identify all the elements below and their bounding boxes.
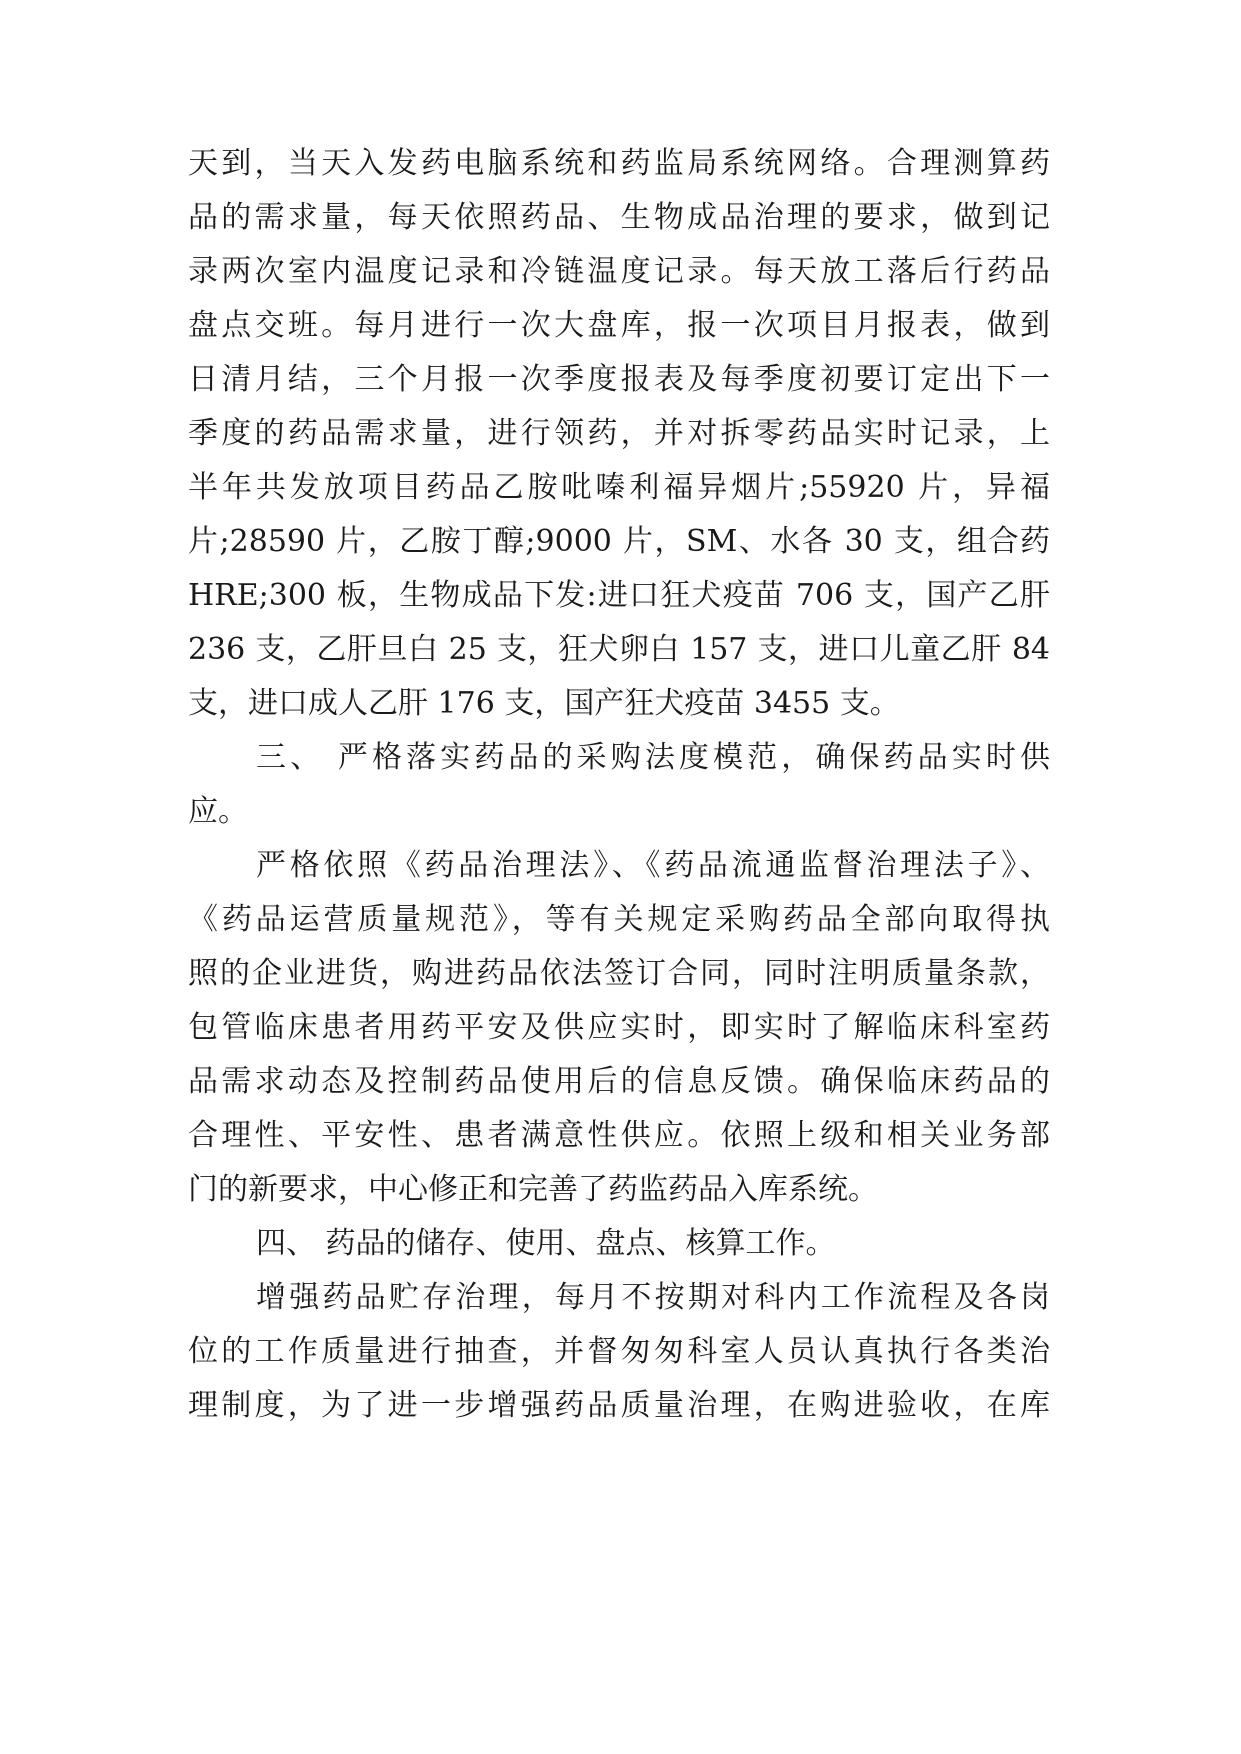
text-line: 日清月结，三个月报一次季度报表及每季度初要订定出下一 [188, 362, 1050, 397]
section-heading: 三、 严格落实药品的采购法度模范，确保药品实时供 [256, 740, 1050, 775]
text-line: 严格依照《药品治理法》、《药品流通监督治理法子》、 [256, 848, 1050, 883]
text-line: 品需求动态及控制药品使用后的信息反馈。确保临床药品的 [188, 1064, 1050, 1099]
text-line: 增强药品贮存治理，每月不按期对科内工作流程及各岗 [256, 1280, 1050, 1315]
text-line: 理制度，为了进一步增强药品质量治理，在购进验收，在库 [188, 1388, 1050, 1423]
text-line: 236 支，乙肝旦白 25 支，狂犬卵白 157 支，进口儿童乙肝 84 [188, 632, 1050, 667]
text-line: 支，进口成人乙肝 176 支，国产狂犬疫苗 3455 支。 [188, 686, 900, 721]
text-line: 《药品运营质量规范》，等有关规定采购药品全部向取得执 [188, 902, 1050, 937]
section-heading-continued: 应。 [188, 794, 248, 829]
text-line: 合理性、平安性、患者满意性供应。依照上级和相关业务部 [188, 1118, 1050, 1153]
text-line: 录两次室内温度记录和冷链温度记录。每天放工落后行药品 [188, 254, 1050, 289]
text-line: 包管临床患者用药平安及供应实时，即实时了解临床科室药 [188, 1010, 1050, 1045]
text-line: 天到，当天入发药电脑系统和药监局系统网络。合理测算药 [188, 146, 1050, 181]
text-line: 品的需求量，每天依照药品、生物成品治理的要求，做到记 [188, 200, 1050, 235]
text-line: HRE;300 板，生物成品下发:进口狂犬疫苗 706 支，国产乙肝 [188, 578, 1050, 613]
text-line: 季度的药品需求量，进行领药，并对拆零药品实时记录，上 [188, 416, 1050, 451]
text-line: 盘点交班。每月进行一次大盘库，报一次项目月报表，做到 [188, 308, 1050, 343]
text-line: 照的企业进货，购进药品依法签订合同，同时注明质量条款， [188, 956, 1050, 991]
text-line: 片;28590 片，乙胺丁醇;9000 片，SM、水各 30 支，组合药 [188, 524, 1050, 559]
text-line: 半年共发放项目药品乙胺吡嗪利福异烟片;55920 片，异福 [188, 470, 1050, 505]
text-line: 位的工作质量进行抽查，并督匆匆科室人员认真执行各类治 [188, 1334, 1050, 1369]
text-line: 门的新要求，中心修正和完善了药监药品入库系统。 [188, 1172, 878, 1207]
section-heading: 四、 药品的储存、使用、盘点、核算工作。 [256, 1226, 836, 1261]
